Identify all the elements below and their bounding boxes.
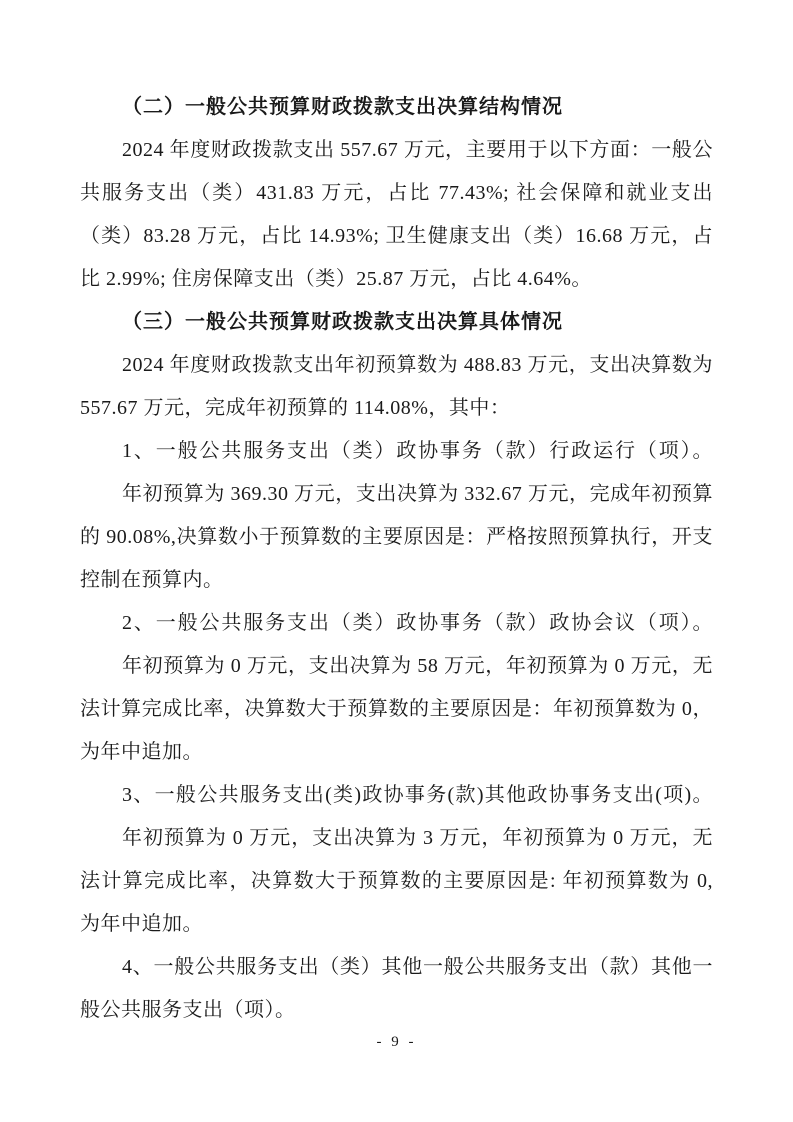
numbered-item-1: 1、一般公共服务支出（类）政协事务（款）行政运行（项）。 <box>122 440 713 462</box>
paragraph-item-1-detail: 年初预算为 369.30 万元，支出决算为 332.67 万元，完成年初预算的 90.08%,决算数小于预算数的主要原因是：严格按照预算执行，开支控制在预算内。 <box>80 483 713 591</box>
document-body <box>80 86 713 1032</box>
paragraph-expenditure-summary: 2024 年度财政拨款支出年初预算数为 488.83 万元，支出决算数为 557.67 万元，完成年初预算的 114.08%，其中： <box>80 354 713 419</box>
paragraph-item-3-detail: 年初预算为 0 万元，支出决算为 3 万元，年初预算为 0 万元，无法计算完成比率，决算数大于预算数的主要原因是: 年初预算数为 0, 为年中追加。 <box>80 827 713 935</box>
numbered-item-2: 2、一般公共服务支出（类）政协事务（款）政协会议（项）。 <box>122 612 713 634</box>
paragraph-item-2-detail: 年初预算为 0 万元，支出决算为 58 万元，年初预算为 0 万元，无法计算完成比率，决算数大于预算数的主要原因是：年初预算数为 0，为年中追加。 <box>80 655 713 763</box>
section-heading-structure: （二）一般公共预算财政拨款支出决算结构情况 <box>122 96 563 118</box>
page-number: - 9 - <box>376 1034 417 1050</box>
numbered-item-3: 3、一般公共服务支出(类)政协事务(款)其他政协事务支出(项)。 <box>122 784 713 806</box>
numbered-item-4: 4、一般公共服务支出（类）其他一般公共服务支出（款）其他一般公共服务支出（项）。 <box>80 956 713 1021</box>
paragraph-expenditure-structure: 2024 年度财政拨款支出 557.67 万元，主要用于以下方面：一般公共服务支出（类）431.83 万元，占比 77.43%; 社会保障和就业支出（类）83.28 万元，占比 14.93%; 卫生健康支出（类）16.68 万元，占比 2.99%; 住房保障支出（类）25.87 万元，占比 4.64%。 <box>80 139 713 290</box>
section-heading-details: （三）一般公共预算财政拨款支出决算具体情况 <box>122 311 563 333</box>
